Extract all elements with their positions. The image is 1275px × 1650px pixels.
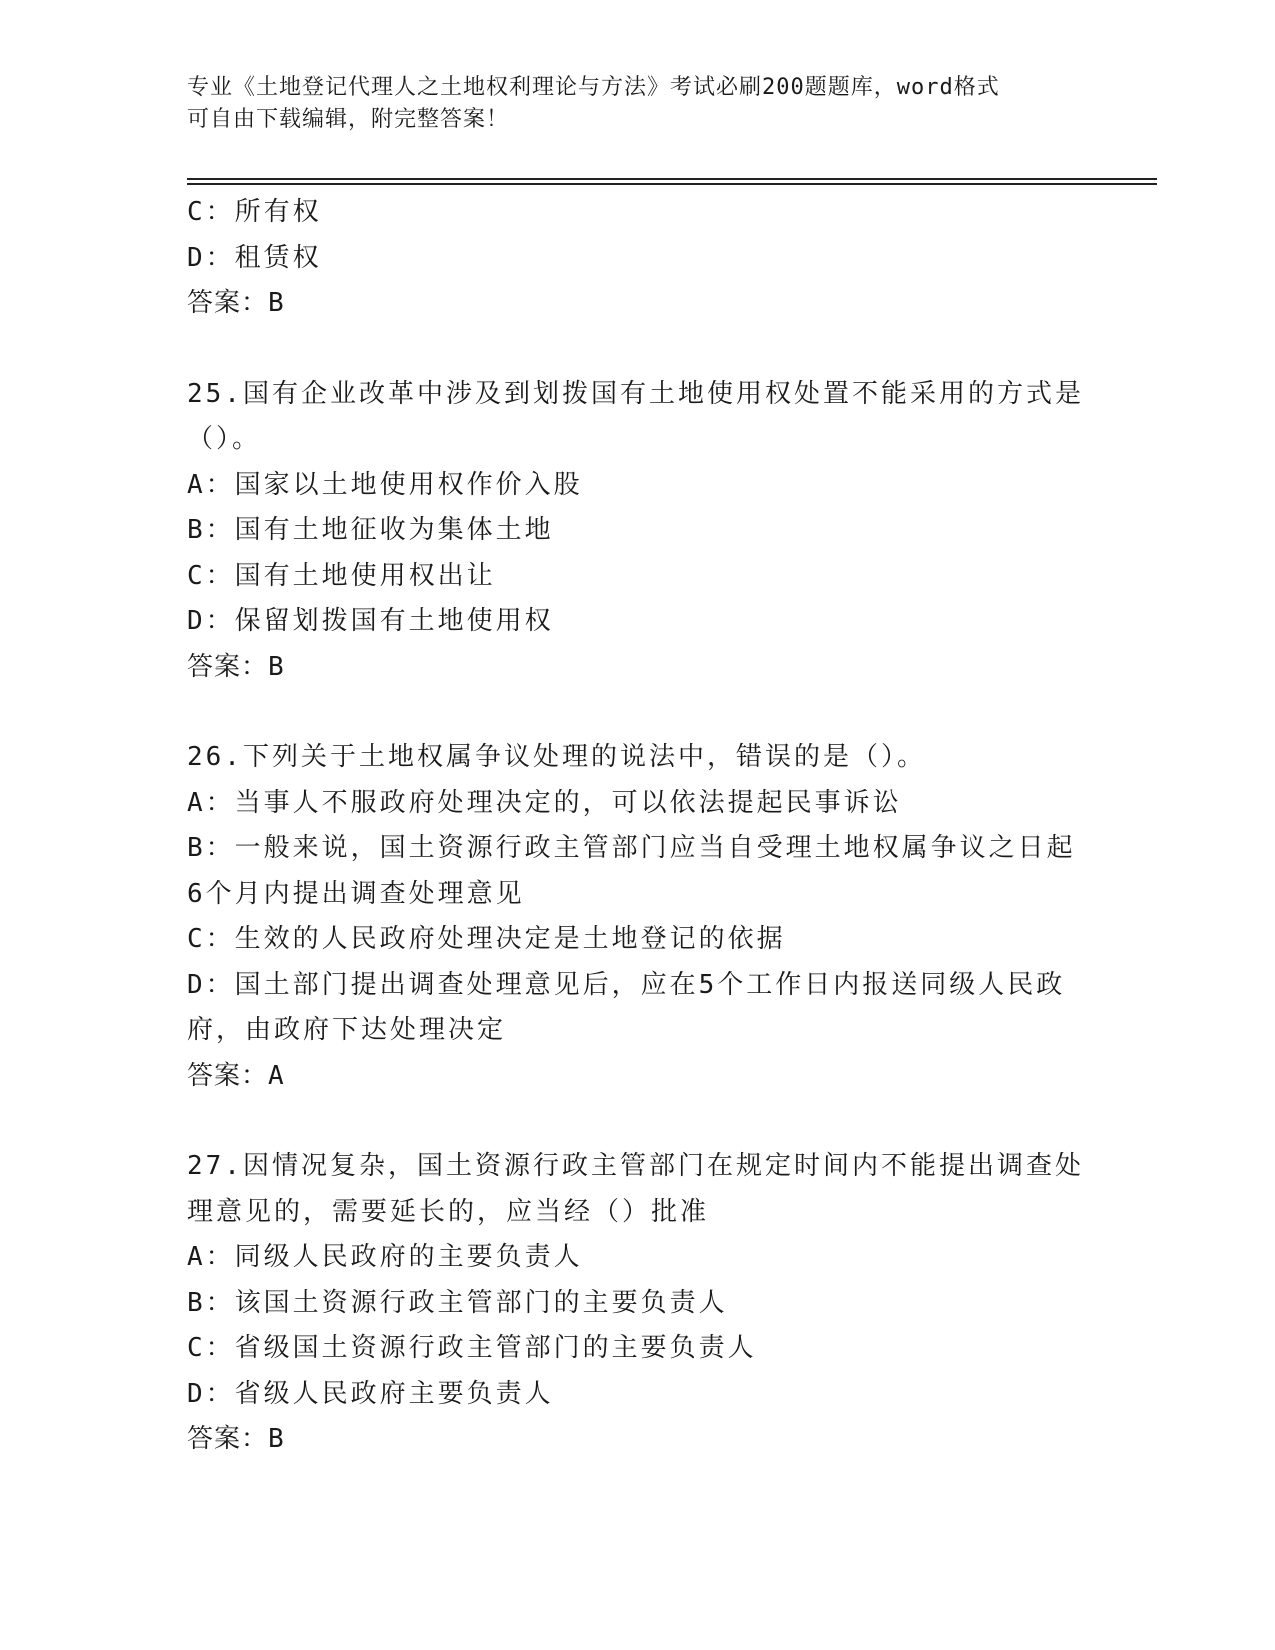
header-line-1: 专业《土地登记代理人之土地权利理论与方法》考试必刷200题题库，word格式: [187, 75, 1000, 100]
option-d: D：租赁权: [187, 242, 322, 273]
option-c: C：国有土地使用权出让: [187, 560, 496, 591]
option-a: A：同级人民政府的主要负责人: [187, 1242, 583, 1272]
question-stem: 26.下列关于土地权属争议处理的说法中，错误的是（）。: [187, 742, 926, 772]
question-27: [187, 1144, 1087, 1463]
question-stem: 27.因情况复杂，国土资源行政主管部门在规定时间内不能提出调查处: [187, 1151, 1084, 1181]
document-header: [187, 72, 1087, 136]
document-body: [187, 190, 1087, 1463]
option-c: C：省级国土资源行政主管部门的主要负责人: [187, 1333, 757, 1363]
question-stem: 理意见的，需要延长的，应当经（）批准: [187, 1196, 710, 1227]
question-25: [187, 372, 1087, 691]
option-c: C：所有权: [187, 197, 322, 227]
option-d: D：国土部门提出调查处理意见后，应在5个工作日内报送同级人民政: [187, 969, 1066, 1000]
question-stem: 25.国有企业改革中涉及到划拨国有土地使用权处置不能采用的方式是: [187, 378, 1084, 409]
question-26: [187, 735, 1087, 1099]
option-b: B：该国土资源行政主管部门的主要负责人: [187, 1287, 728, 1318]
answer: 答案：B: [187, 1424, 285, 1454]
header-rule-top: [187, 178, 1157, 180]
option-c: C：生效的人民政府处理决定是土地登记的依据: [187, 924, 786, 954]
header-line-2: 可自由下载编辑，附完整答案！: [187, 107, 510, 132]
option-b-continued: 6个月内提出调查处理意见: [187, 878, 525, 909]
option-d-continued: 府，由政府下达处理决定: [187, 1015, 507, 1045]
header-rule-bottom: [187, 183, 1157, 185]
answer: 答案：A: [187, 1060, 285, 1091]
answer: 答案：B: [187, 288, 285, 318]
option-a: A：国家以土地使用权作价入股: [187, 469, 583, 500]
question-stem: （）。: [187, 424, 262, 454]
option-d: D：省级人民政府主要负责人: [187, 1378, 554, 1409]
option-a: A：当事人不服政府处理决定的，可以依法提起民事诉讼: [187, 787, 902, 818]
answer: 答案：B: [187, 651, 285, 682]
option-d: D：保留划拨国有土地使用权: [187, 606, 554, 636]
option-b: B：国有土地征收为集体土地: [187, 515, 554, 545]
option-b: B：一般来说，国土资源行政主管部门应当自受理土地权属争议之日起: [187, 833, 1076, 863]
